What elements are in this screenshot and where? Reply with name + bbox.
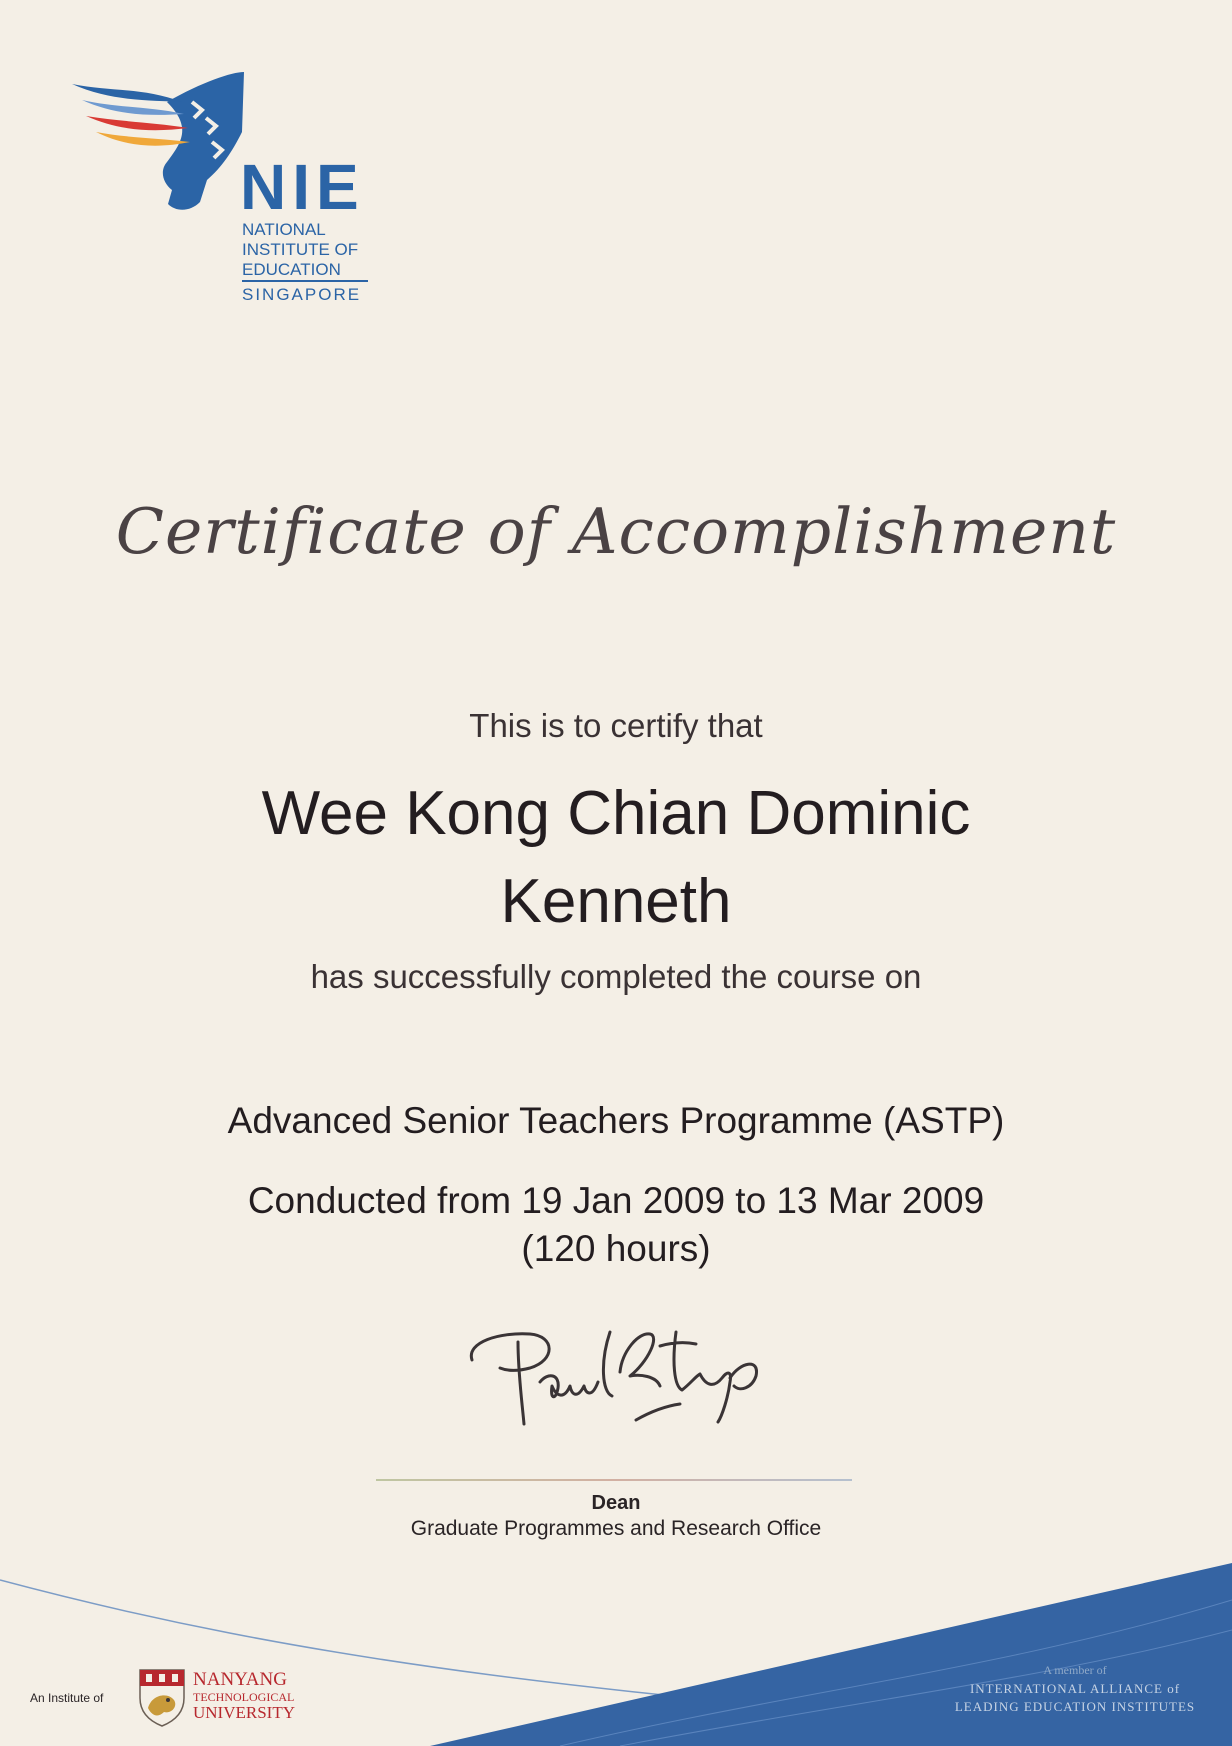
orange-stripe xyxy=(96,132,190,146)
completed-text: has successfully completed the course on xyxy=(310,958,922,995)
logo-line-singapore: SINGAPORE xyxy=(242,285,362,304)
alliance-name-line2: LEADING EDUCATION INSTITUTES xyxy=(954,1699,1196,1714)
course-hours: (120 hours) xyxy=(521,1228,711,1269)
red-stripe xyxy=(86,116,188,130)
footer-blue-band xyxy=(430,1563,1232,1746)
ntu-name-line1: NANYANG xyxy=(193,1669,287,1690)
logo-acronym: NIE xyxy=(240,151,365,223)
recipient-name-line1: Wee Kong Chian Dominic xyxy=(261,779,971,848)
signatory-title: Dean xyxy=(591,1492,641,1514)
ntu-crest-icon xyxy=(138,1668,186,1728)
course-dates: Conducted from 19 Jan 2009 to 13 Mar 2009 xyxy=(247,1180,985,1221)
signature-line xyxy=(376,1479,852,1481)
logo-line-national: NATIONAL xyxy=(242,220,326,239)
signatory-office: Graduate Programmes and Research Office xyxy=(410,1517,822,1540)
institute-of-label: An Institute of xyxy=(30,1691,104,1705)
alliance-member-label: A member of xyxy=(1043,1663,1107,1677)
course-name: Advanced Senior Teachers Programme (ASTP) xyxy=(227,1100,1005,1141)
ntu-name-line3: UNIVERSITY xyxy=(193,1703,295,1722)
dean-signature xyxy=(460,1312,820,1442)
ntu-name-line2: TECHNOLOGICAL xyxy=(193,1690,295,1704)
blue-stripe xyxy=(72,84,182,102)
logo-divider xyxy=(242,280,368,282)
recipient-name-line2: Kenneth xyxy=(500,867,732,936)
logo-line-education: EDUCATION xyxy=(242,260,341,279)
alliance-name-line1: INTERNATIONAL ALLIANCE of xyxy=(969,1681,1181,1696)
certificate-title: Certificate of Accomplishment xyxy=(115,495,1117,568)
certify-text: This is to certify that xyxy=(469,707,763,744)
logo-line-institute: INSTITUTE OF xyxy=(242,240,359,259)
